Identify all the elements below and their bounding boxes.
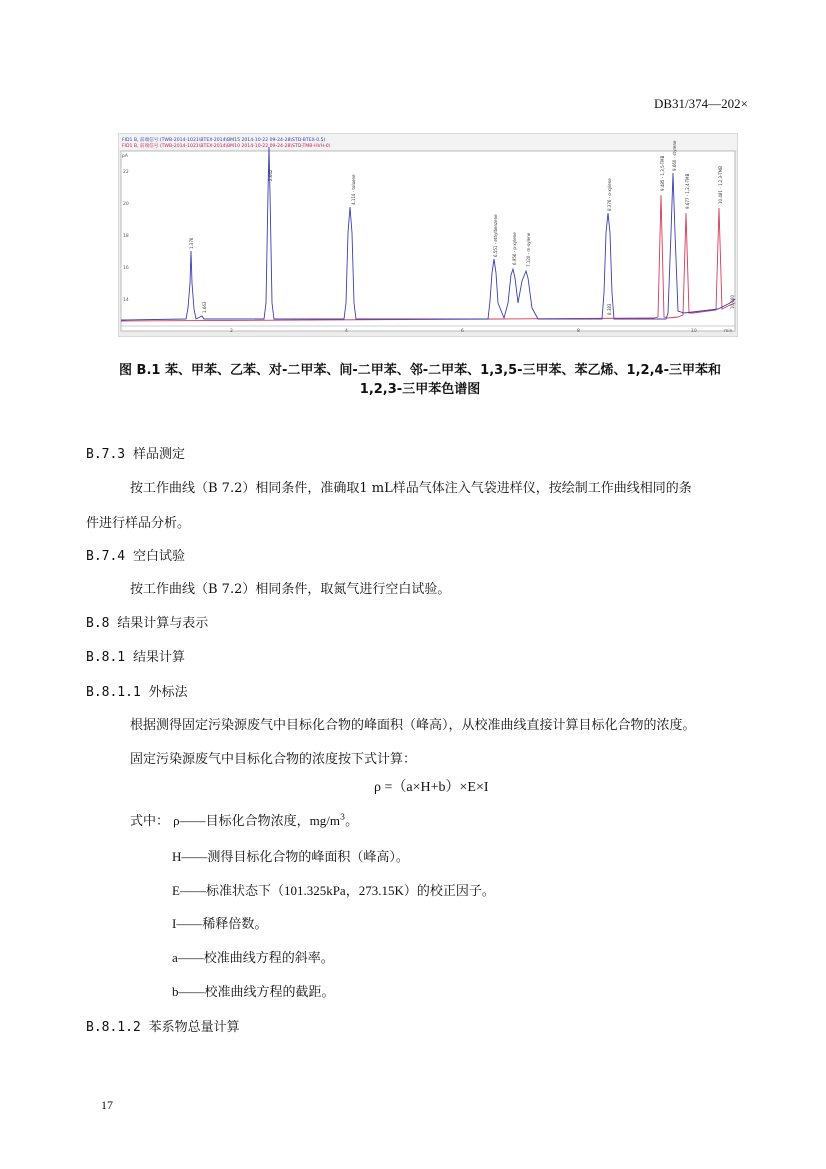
peak-label: 7.120 - m-xylene <box>526 232 531 267</box>
peak-label: 9.485 - 1,3,5-TMB <box>660 155 665 191</box>
variable-definition-E: E——标准状态下（101.325kPa，273.15K）的校正因子。 <box>172 883 495 898</box>
caption-line-2: 1,2,3-三甲苯色谱图 <box>359 382 481 397</box>
peak-label: 4.110 - toluene <box>351 174 356 205</box>
section-b73-title: B.7.3 样品测定 <box>86 447 185 462</box>
var-rho-superscript: 3 <box>339 812 346 822</box>
legend-line-2: FID1 B, 前端信号 (TWB-2014-1021\BTEX-2014\BM10 2014-10-22 09-24-28\STD-TMB-HVH-0) <box>122 144 331 149</box>
peak-label: 8.376 - o-xylene <box>607 178 612 211</box>
section-b811-title: B.8.1.1 外标法 <box>86 685 188 700</box>
x-tick-label: 8 <box>577 329 580 334</box>
variable-definition-H: H——测得目标化合物的峰面积（峰高）。 <box>172 849 409 864</box>
figure-caption <box>90 361 750 399</box>
section-b73-para-line-1: 按工作曲线（B 7.2）相同条件，准确取1 mL样品气体注入气袋进样仪，按绘制工作曲线相同的条 <box>130 481 692 496</box>
where-prefix: 式中： <box>130 814 170 829</box>
concentration-formula: ρ =（a×H+b）×E×I <box>374 780 489 795</box>
peak-label: 10.481 - 1,2,3-TMB <box>718 166 723 204</box>
section-b81-title: B.8.1 结果计算 <box>86 650 185 665</box>
peak-label: 1.663 <box>202 301 207 313</box>
y-tick-label: 16 <box>123 266 129 271</box>
page-number: 17 <box>101 1098 113 1112</box>
x-tick-label: 2 <box>230 329 233 334</box>
peak-label: 6.956 - p-xylene <box>512 232 517 265</box>
legend-line-1: FID1 B, 前端信号 (TWB-2014-1021\BTEX-2014\BM15 2014-10-22 09-24-28\STD-BTEX-0.5) <box>122 138 326 143</box>
variable-definition-b: b——校准曲线方程的截距。 <box>172 984 335 999</box>
section-b74-title: B.7.4 空白试验 <box>86 549 185 564</box>
var-rho-end: 。 <box>345 814 359 829</box>
x-axis-unit: min <box>724 329 733 334</box>
peak-label: 10.660 <box>730 295 735 309</box>
peak-label: 6.551 - ethylbenzene <box>493 214 498 257</box>
section-b74-para: 按工作曲线（B 7.2）相同条件，取氮气进行空白试验。 <box>130 582 451 597</box>
variable-definition-a: a——校准曲线方程的斜率。 <box>172 950 334 965</box>
peak-label: 9.677 - 1,2,4-TMB <box>685 173 690 209</box>
caption-line-1: 图 B.1 苯、甲苯、乙苯、对-二甲苯、间-二甲苯、邻-二甲苯、1,3,5-三甲苯、苯乙烯、1,2,4-三甲苯和 <box>119 363 721 378</box>
section-b8-title: B.8 结果计算与表示 <box>86 616 209 631</box>
y-tick-label: 22 <box>123 170 129 175</box>
peak-label: 9.660 - styrene <box>672 140 677 171</box>
section-b812-title: B.8.1.2 苯系物总量计算 <box>86 1020 240 1035</box>
chromatogram-figure <box>118 133 738 337</box>
x-tick-label: 6 <box>461 329 464 334</box>
peak-label: 8.383 <box>607 303 612 315</box>
document-code: DB31/374—202× <box>653 96 748 111</box>
var-rho-text: ρ——目标化合物浓度，mg/m <box>173 813 340 828</box>
x-tick-label: 4 <box>345 329 348 334</box>
y-tick-label: 18 <box>123 234 129 239</box>
x-tick-label: 10 <box>691 329 697 334</box>
peak-label: 2.642 <box>268 169 273 181</box>
y-axis-unit: pA <box>122 154 128 159</box>
section-b73-para-line-2: 件进行样品分析。 <box>86 516 191 531</box>
section-b811-para-1: 根据测得固定污染源废气中目标化合物的峰面积（峰高），从校准曲线直接计算目标化合物的浓度。 <box>130 718 696 733</box>
y-tick-label: 20 <box>123 202 129 207</box>
y-tick-label: 14 <box>123 298 129 303</box>
variable-definition-I: I——稀释倍数。 <box>172 916 268 931</box>
peak-label: 1.376 <box>189 237 194 249</box>
section-b811-para-2: 固定污染源废气中目标化合物的浓度按下式计算： <box>130 752 417 767</box>
variable-definition-rho <box>130 810 358 829</box>
